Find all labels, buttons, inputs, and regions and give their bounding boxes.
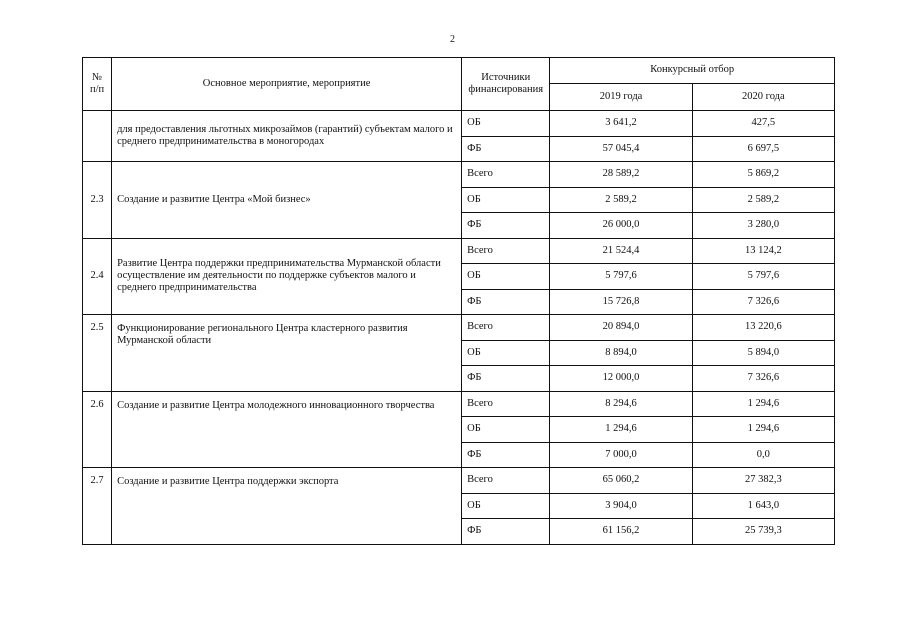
value-2020: 7 326,6 (692, 366, 834, 392)
funding-source: Всего (462, 162, 550, 188)
budget-table (82, 57, 835, 545)
item-description: Создание и развитие Центра молодежного инновационного творчества (112, 391, 462, 468)
value-2019: 7 000,0 (550, 442, 692, 468)
item-number: 2.4 (83, 238, 112, 315)
header-row-1 (83, 58, 835, 84)
table-body (83, 111, 835, 545)
funding-source: Всего (462, 315, 550, 341)
funding-source: ФБ (462, 519, 550, 545)
item-description: Развитие Центра поддержки предпринимательства Мурманской области осуществление им деятельности по поддержке субъектов малого и среднего предпринимательства (112, 238, 462, 315)
value-2019: 26 000,0 (550, 213, 692, 239)
value-2020: 5 797,6 (692, 264, 834, 290)
funding-source: ОБ (462, 264, 550, 290)
value-2020: 7 326,6 (692, 289, 834, 315)
value-2019: 21 524,4 (550, 238, 692, 264)
header-competitive-selection: Конкурсный отбор (550, 58, 835, 84)
funding-source: ОБ (462, 493, 550, 519)
item-number: 2.7 (83, 468, 112, 545)
header-description: Основное мероприятие, мероприятие (112, 58, 462, 111)
value-2019: 8 294,6 (550, 391, 692, 417)
value-2019: 3 641,2 (550, 111, 692, 137)
item-description: Создание и развитие Центра «Мой бизнес» (112, 162, 462, 239)
funding-source: Всего (462, 391, 550, 417)
funding-source: ФБ (462, 289, 550, 315)
funding-source: ОБ (462, 187, 550, 213)
value-2019: 57 045,4 (550, 136, 692, 162)
header-year-2019: 2019 года (550, 84, 692, 111)
item-description: для предоставления льготных микрозаймов (гарантий) субъектам малого и среднего предпринимательства в моногородах (112, 111, 462, 162)
value-2019: 28 589,2 (550, 162, 692, 188)
value-2020: 427,5 (692, 111, 834, 137)
funding-source: ФБ (462, 366, 550, 392)
header-year-2020: 2020 года (692, 84, 834, 111)
value-2019: 12 000,0 (550, 366, 692, 392)
value-2020: 25 739,3 (692, 519, 834, 545)
value-2020: 0,0 (692, 442, 834, 468)
table-row (83, 238, 835, 264)
value-2019: 61 156,2 (550, 519, 692, 545)
value-2019: 8 894,0 (550, 340, 692, 366)
value-2020: 5 894,0 (692, 340, 834, 366)
value-2020: 1 643,0 (692, 493, 834, 519)
value-2020: 27 382,3 (692, 468, 834, 494)
item-number: 2.5 (83, 315, 112, 392)
value-2020: 3 280,0 (692, 213, 834, 239)
value-2019: 1 294,6 (550, 417, 692, 443)
item-number: 2.6 (83, 391, 112, 468)
value-2019: 3 904,0 (550, 493, 692, 519)
value-2020: 2 589,2 (692, 187, 834, 213)
value-2020: 13 124,2 (692, 238, 834, 264)
funding-source: ОБ (462, 340, 550, 366)
funding-source: Всего (462, 468, 550, 494)
item-number (83, 111, 112, 162)
table-row (83, 468, 835, 494)
header-source: Источники финансирования (462, 58, 550, 111)
item-description: Создание и развитие Центра поддержки экспорта (112, 468, 462, 545)
header-num: № п/п (83, 58, 112, 111)
value-2019: 20 894,0 (550, 315, 692, 341)
funding-source: Всего (462, 238, 550, 264)
table-row (83, 315, 835, 341)
table-row (83, 162, 835, 188)
page-number: 2 (450, 34, 455, 45)
table-row (83, 111, 835, 137)
funding-source: ОБ (462, 111, 550, 137)
value-2020: 1 294,6 (692, 391, 834, 417)
funding-source: ФБ (462, 136, 550, 162)
item-description: Функционирование регионального Центра кластерного развития Мурманской области (112, 315, 462, 392)
value-2020: 1 294,6 (692, 417, 834, 443)
value-2020: 5 869,2 (692, 162, 834, 188)
value-2019: 15 726,8 (550, 289, 692, 315)
value-2019: 2 589,2 (550, 187, 692, 213)
value-2020: 13 220,6 (692, 315, 834, 341)
item-number: 2.3 (83, 162, 112, 239)
value-2020: 6 697,5 (692, 136, 834, 162)
table-row (83, 391, 835, 417)
value-2019: 5 797,6 (550, 264, 692, 290)
value-2019: 65 060,2 (550, 468, 692, 494)
funding-source: ФБ (462, 213, 550, 239)
funding-source: ОБ (462, 417, 550, 443)
funding-source: ФБ (462, 442, 550, 468)
